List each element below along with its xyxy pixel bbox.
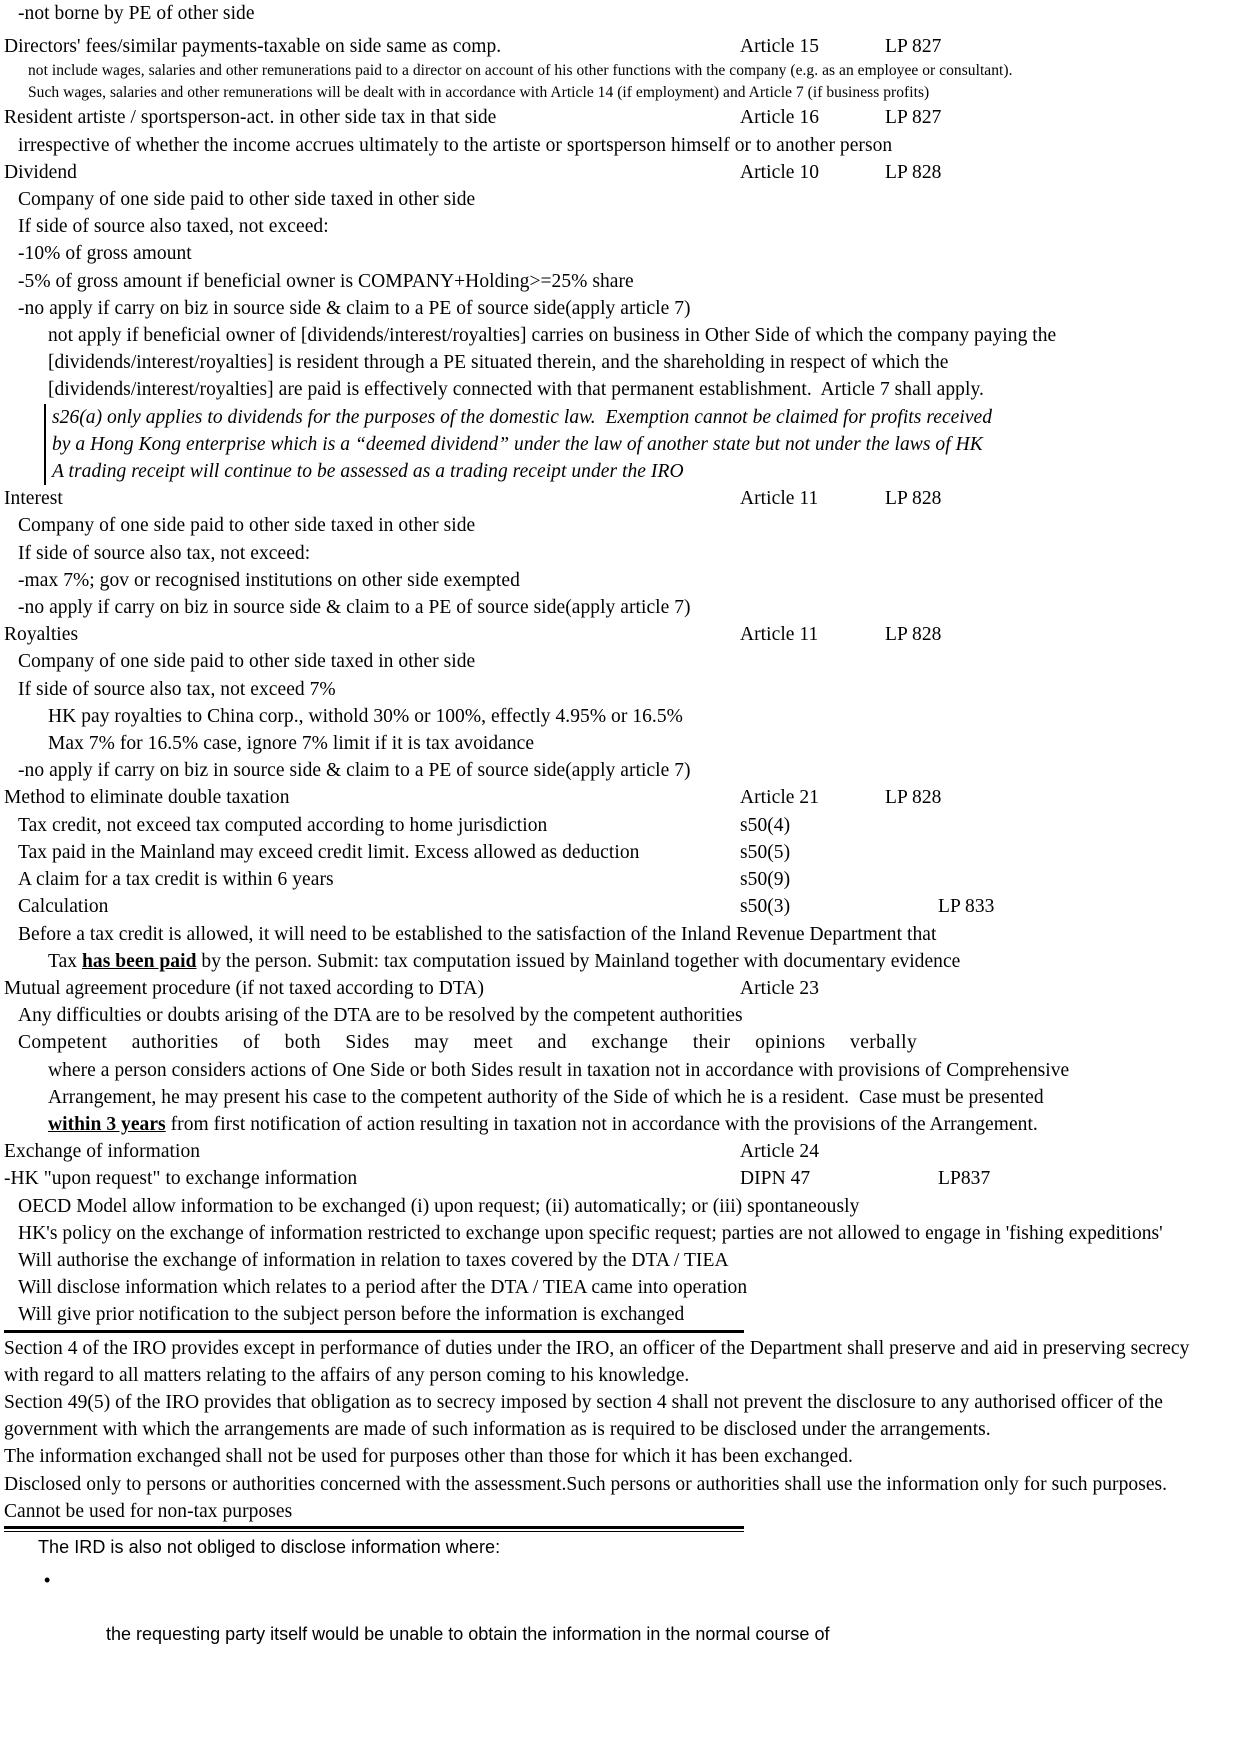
secrecy-para-1-line-1: Section 4 of the IRO provides except in performance of duties under the IRO, an officer of the Department shall preserve and aid in preserving secrecy: [4, 1337, 1190, 1359]
ird-bullet-text: the requesting party itself would be unable to obtain the information in the normal course of: [106, 1624, 830, 1645]
dividend-italic-block: [44, 404, 1240, 486]
royalties-bullet-1: Company of one side paid to other side taxed in other side: [18, 651, 476, 673]
royalties-note-2: Max 7% for 16.5% case, ignore 7% limit if it is tax avoidance: [48, 733, 535, 755]
artiste-lp: LP 827: [885, 107, 942, 129]
exchange-info-subrow: [0, 1165, 1240, 1192]
method-row-ref: s50(5): [740, 841, 791, 863]
mutual-agreement-note-3: [0, 1111, 1240, 1138]
royalties-bullet-2: If side of source also tax, not exceed 7%: [18, 678, 336, 700]
exchange-info-subheading: -HK "upon request" to exchange information: [4, 1168, 358, 1190]
method-row: [0, 839, 1240, 866]
interest-bullet-4: -no apply if carry on biz in source side & claim to a PE of source side(apply article 7): [18, 597, 691, 619]
method-row-ref: s50(4): [740, 814, 791, 836]
ird-not-obliged-heading: The IRD is also not obliged to disclose information where:: [38, 1536, 501, 1557]
interest-bullet-3: -max 7%; gov or recognised institutions on other side exempted: [18, 569, 520, 591]
method-note-2-emphasis: has been paid: [82, 950, 197, 972]
method-row-text: Calculation: [18, 896, 109, 918]
dividend-bullet-4: -5% of gross amount if beneficial owner is COMPANY+Holding>=25% share: [18, 270, 634, 292]
royalties-bullet-3: -no apply if carry on biz in source side & claim to a PE of source side(apply article 7): [18, 760, 691, 782]
method-row-ref: s50(3): [740, 896, 791, 918]
method-row-text: Tax paid in the Mainland may exceed credit limit. Excess allowed as deduction: [18, 841, 640, 863]
artiste-heading: Resident artiste / sportsperson-act. in other side tax in that side: [4, 107, 497, 129]
method-double-tax-lp: LP 828: [885, 787, 942, 809]
exchange-info-row: [0, 1138, 1240, 1165]
mutual-agreement-bullet-1: Any difficulties or doubts arising of the DTA are to be resolved by the competent authorities: [18, 1005, 743, 1027]
directors-fees-article: Article 15: [740, 36, 820, 58]
method-row-text: A claim for a tax credit is within 6 years: [18, 869, 334, 891]
method-row-ref: s50(9): [740, 869, 791, 891]
mutual-agreement-note-3-post: from first notification of action resulting in taxation not in accordance with the provisions of the Arrangement.: [165, 1113, 1038, 1135]
exchange-info-bullet-3: Will authorise the exchange of information in relation to taxes covered by the DTA / TIEA: [18, 1249, 729, 1271]
dividend-bullet-1: Company of one side paid to other side taxed in other side: [18, 189, 476, 211]
method-row: [0, 812, 1240, 839]
dividend-lp: LP 828: [885, 161, 942, 183]
mutual-agreement-bullet-2: Competent authorities of both Sides may meet and exchange their opinions verbally: [18, 1032, 918, 1054]
dividend-italic-2: by a Hong Kong enterprise which is a “deemed dividend” under the law of another state but not under the laws of HK: [52, 433, 983, 455]
mutual-agreement-note-1: where a person considers actions of One Side or both Sides result in taxation not in accordance with provisions of Comprehensive: [48, 1059, 1070, 1081]
directors-fees-note-1: not include wages, salaries and other remunerations paid to a director on account of his other functions with the company (e.g. as an employee or consultant).: [28, 62, 1013, 80]
exchange-info-bullet-5: Will give prior notification to the subject person before the information is exchanged: [18, 1304, 685, 1326]
method-note-2-pre: Tax: [48, 950, 83, 972]
interest-article: Article 11: [740, 488, 819, 510]
exchange-info-heading: Exchange of information: [4, 1141, 201, 1163]
exchange-info-bullet-1: OECD Model allow information to be exchanged (i) upon request; (ii) automatically; or (iii) spontaneously: [18, 1195, 860, 1217]
mutual-agreement-row: [0, 975, 1240, 1002]
dividend-note-3: [dividends/interest/royalties] are paid is effectively connected with that permanent establishment. Article 7 shall apply.: [48, 379, 984, 401]
secrecy-para-4: Disclosed only to persons or authorities concerned with the assessment.Such persons or authorities shall use the information only for such purposes.: [4, 1473, 1168, 1495]
section-divider-1: [4, 1330, 744, 1333]
mutual-agreement-note-2: Arrangement, he may present his case to the competent authority of the Side of which he is a resident. Case must be presented: [48, 1086, 1044, 1108]
secrecy-para-2-line-2: government with which the arrangements are made of such information as is required to be disclosed under the arrangements.: [4, 1419, 991, 1441]
method-row-text: Tax credit, not exceed tax computed according to home jurisdiction: [18, 814, 548, 836]
royalties-row: [0, 621, 1240, 648]
royalties-lp: LP 828: [885, 624, 942, 646]
dividend-row: [0, 159, 1240, 186]
dividend-bullet-5: -no apply if carry on biz in source side & claim to a PE of source side(apply article 7): [18, 297, 691, 319]
directors-fees-note-2: Such wages, salaries and other remunerations will be dealt with in accordance with Article 14 (if employment) and Article 7 (if business profits): [28, 84, 930, 102]
method-row: [0, 866, 1240, 893]
exchange-info-bullet-4: Will disclose information which relates to a period after the DTA / TIEA came into operation: [18, 1277, 748, 1299]
artiste-note-1: irrespective of whether the income accrues ultimately to the artiste or sportsperson himself or to another person: [18, 134, 893, 156]
exchange-info-article: Article 24: [740, 1141, 820, 1163]
artiste-row: [0, 104, 1240, 131]
directors-fees-lp: LP 827: [885, 36, 942, 58]
mutual-agreement-deadline-emphasis: within 3 years: [48, 1113, 166, 1135]
royalties-heading: Royalties: [4, 624, 79, 646]
exchange-info-bullet-2: HK's policy on the exchange of information restricted to exchange upon specific request; parties are not allowed to engage in 'fishing expeditions': [18, 1222, 1163, 1244]
mutual-agreement-article: Article 23: [740, 977, 820, 999]
method-note-1: Before a tax credit is allowed, it will need to be established to the satisfaction of the Inland Revenue Department that: [18, 923, 937, 945]
interest-lp: LP 828: [885, 488, 942, 510]
dividend-italic-3: A trading receipt will continue to be assessed as a trading receipt under the IRO: [52, 461, 684, 483]
secrecy-para-1-line-2: with regard to all matters relating to the affairs of any person coming to his knowledge.: [4, 1364, 690, 1386]
interest-bullet-1: Company of one side paid to other side taxed in other side: [18, 515, 476, 537]
royalties-note-1: HK pay royalties to China corp., withold 30% or 100%, effectly 4.95% or 16.5%: [48, 705, 683, 727]
dividend-italic-1: s26(a) only applies to dividends for the purposes of the domestic law. Exemption cannot be claimed for profits received: [52, 406, 993, 428]
mutual-agreement-heading: Mutual agreement procedure (if not taxed according to DTA): [4, 977, 484, 999]
secrecy-para-2-line-1: Section 49(5) of the IRO provides that obligation as to secrecy imposed by section 4 shall not prevent the disclosure to any authorised officer of the: [4, 1391, 1163, 1413]
ird-bullet-item: [0, 1567, 1240, 1675]
section-divider-2: [4, 1526, 744, 1532]
method-double-tax-row: [0, 784, 1240, 811]
exchange-info-dipn: DIPN 47: [740, 1168, 811, 1190]
dividend-bullet-3: -10% of gross amount: [18, 243, 192, 265]
method-double-tax-heading: Method to eliminate double taxation: [4, 787, 290, 809]
royalties-article: Article 11: [740, 624, 819, 646]
bullet-icon: •: [44, 1570, 51, 1591]
directors-fees-heading: Directors' fees/similar payments-taxable on side same as comp.: [4, 36, 502, 58]
top-note: -not borne by PE of other side: [18, 3, 255, 24]
method-note-2-post: by the person. Submit: tax computation issued by Mainland together with documentary evidence: [196, 950, 961, 972]
dividend-heading: Dividend: [4, 161, 77, 183]
method-row-lp: LP 833: [938, 896, 995, 918]
interest-row: [0, 485, 1240, 512]
directors-fees-row: [0, 33, 1240, 60]
method-row: [0, 893, 1240, 920]
artiste-article: Article 16: [740, 107, 820, 129]
dividend-note-1: not apply if beneficial owner of [dividends/interest/royalties] carries on business in Other Side of which the company paying the: [48, 325, 1057, 347]
method-note-2: [0, 948, 1240, 975]
secrecy-para-3: The information exchanged shall not be used for purposes other than those for which it has been exchanged.: [4, 1446, 853, 1468]
secrecy-para-5: Cannot be used for non-tax purposes: [4, 1500, 293, 1522]
dividend-note-2: [dividends/interest/royalties] is resident through a PE situated therein, and the shareholding in respect of which the: [48, 352, 949, 374]
interest-bullet-2: If side of source also tax, not exceed:: [18, 542, 311, 564]
method-double-tax-article: Article 21: [740, 787, 820, 809]
dividend-article: Article 10: [740, 161, 820, 183]
dividend-bullet-2: If side of source also taxed, not exceed:: [18, 216, 329, 238]
interest-heading: Interest: [4, 488, 63, 510]
exchange-info-lp: LP837: [938, 1168, 991, 1190]
